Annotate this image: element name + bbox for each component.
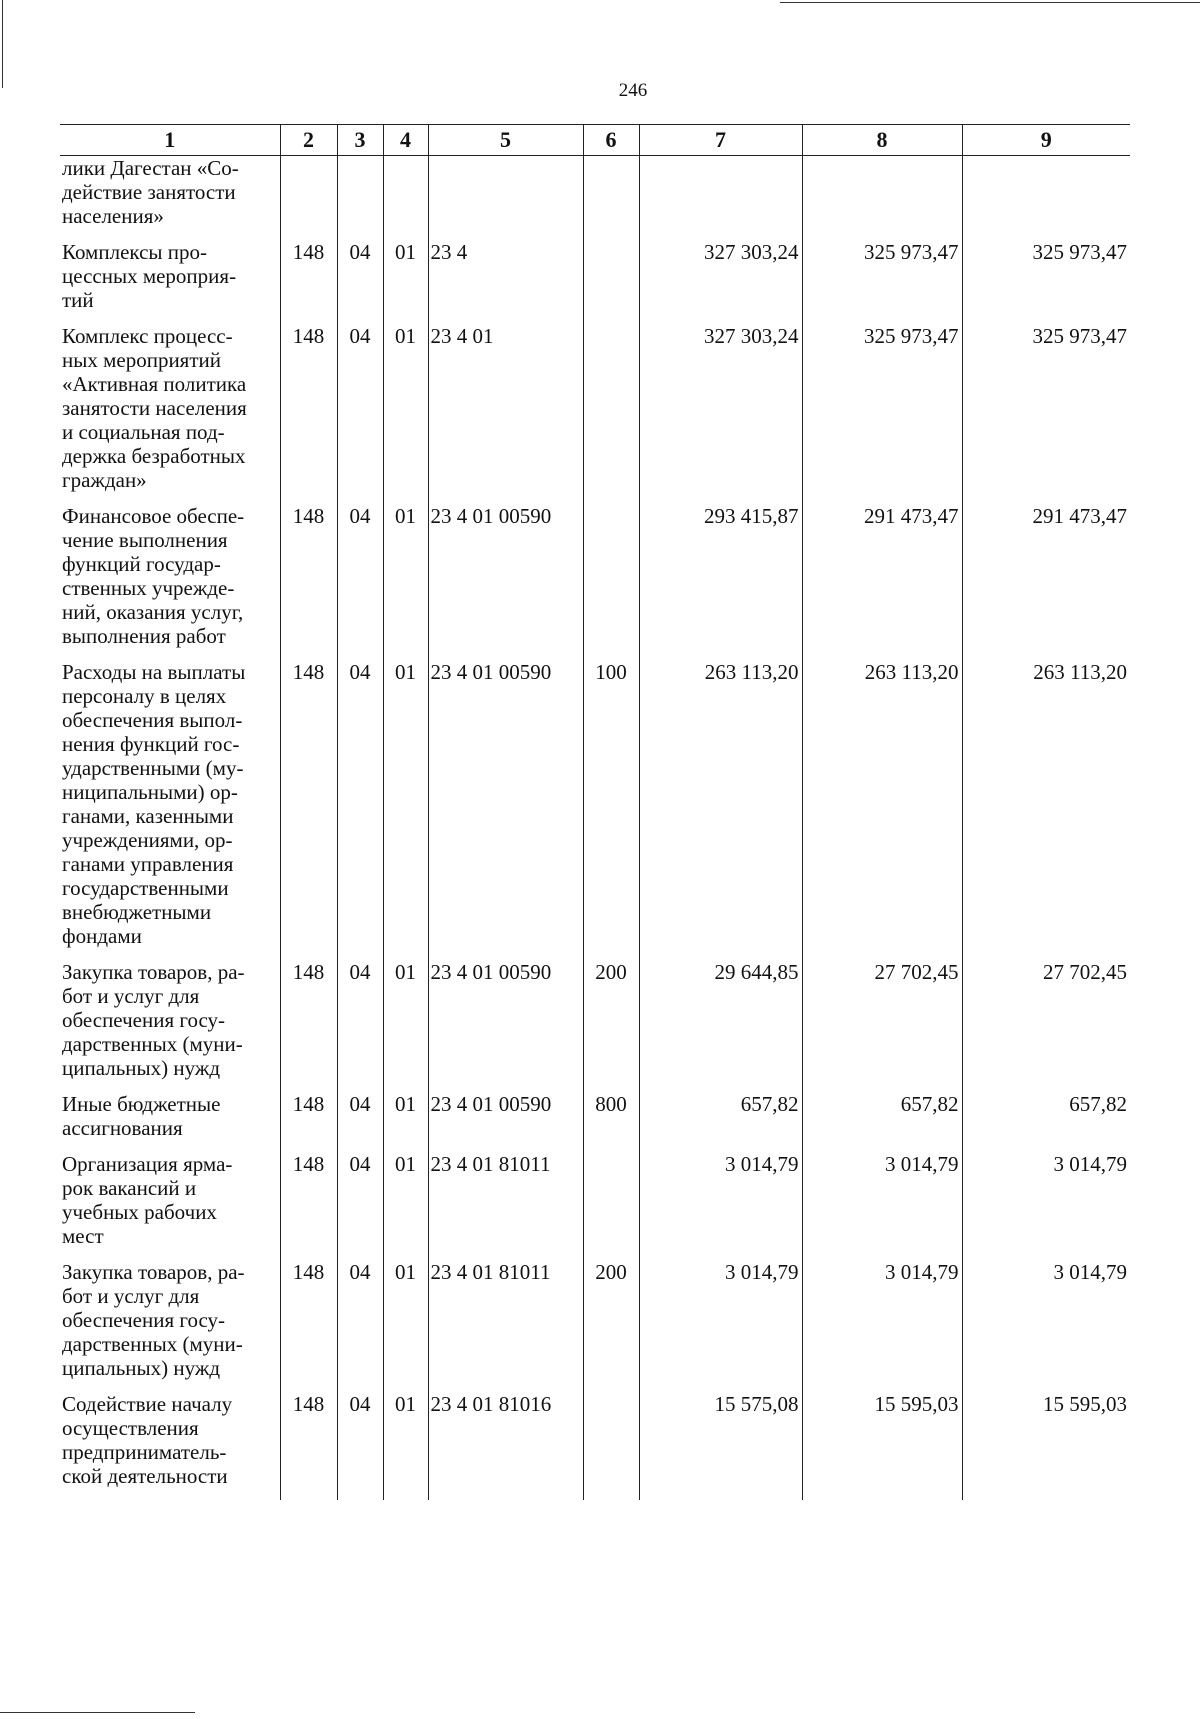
col-header: 7	[639, 125, 802, 156]
spacer-cell	[60, 948, 280, 960]
cell-amount-col7: 293 415,87	[639, 504, 802, 648]
spacer-cell	[639, 1140, 802, 1152]
cell-section: 04	[337, 504, 383, 648]
cell-name: Организация ярма- рок вакансий и учебных рабочих мест	[62, 1152, 233, 1248]
spacer-cell	[428, 312, 583, 324]
spacer-cell	[60, 492, 280, 504]
table-row	[60, 1092, 1130, 1140]
table-body	[60, 156, 1130, 1501]
row-spacer	[60, 492, 1130, 504]
cell-amount-col8	[802, 156, 962, 229]
spacer-cell	[802, 312, 962, 324]
spacer-cell	[280, 1380, 337, 1392]
spacer-cell	[428, 1380, 583, 1392]
spacer-cell	[802, 648, 962, 660]
spacer-cell	[60, 228, 280, 240]
row-spacer	[60, 228, 1130, 240]
cell-subsection: 01	[383, 1092, 428, 1140]
col-header: 6	[583, 125, 639, 156]
spacer-cell	[280, 228, 337, 240]
spacer-cell	[583, 492, 639, 504]
spacer-cell	[802, 1248, 962, 1260]
spacer-cell	[60, 1380, 280, 1392]
cell-amount-col7: 3 014,79	[639, 1260, 802, 1380]
top-scan-edge	[780, 2, 1200, 3]
cell-amount-col8: 325 973,47	[802, 324, 962, 492]
col-header: 5	[428, 125, 583, 156]
spacer-cell	[962, 492, 1130, 504]
spacer-cell	[802, 228, 962, 240]
spacer-cell	[428, 648, 583, 660]
cell-target-article: 23 4 01 00590	[428, 1092, 583, 1140]
spacer-cell	[337, 492, 383, 504]
spacer-cell	[337, 648, 383, 660]
spacer-cell	[428, 1248, 583, 1260]
cell-section: 04	[337, 1392, 383, 1500]
cell-amount-col9: 325 973,47	[962, 240, 1130, 312]
cell-subsection: 01	[383, 1392, 428, 1500]
cell-section	[337, 156, 383, 229]
spacer-cell	[802, 1380, 962, 1392]
spacer-cell	[583, 648, 639, 660]
cell-amount-col7: 657,82	[639, 1092, 802, 1140]
cell-amount-col7: 327 303,24	[639, 240, 802, 312]
cell-name: Комплекс процесс- ных мероприятий «Активная политика занятости населения и социальная под- держка безработных граждан»	[62, 324, 247, 492]
spacer-cell	[583, 1380, 639, 1392]
cell-expense-type	[583, 324, 639, 492]
spacer-cell	[280, 1140, 337, 1152]
spacer-cell	[383, 1248, 428, 1260]
spacer-cell	[583, 1140, 639, 1152]
cell-name: Иные бюджетные ассигнования	[62, 1092, 221, 1140]
spacer-cell	[280, 1080, 337, 1092]
cell-amount-col8: 263 113,20	[802, 660, 962, 948]
spacer-cell	[383, 1140, 428, 1152]
table-row	[60, 1152, 1130, 1248]
row-spacer	[60, 948, 1130, 960]
cell-amount-col9: 3 014,79	[962, 1260, 1130, 1380]
spacer-cell	[337, 948, 383, 960]
cell-expense-type	[583, 240, 639, 312]
spacer-cell	[428, 948, 583, 960]
cell-amount-col9: 3 014,79	[962, 1152, 1130, 1248]
cell-section: 04	[337, 660, 383, 948]
cell-section: 04	[337, 1260, 383, 1380]
cell-amount-col7: 3 014,79	[639, 1152, 802, 1248]
cell-subsection: 01	[383, 1152, 428, 1248]
cell-amount-col9: 325 973,47	[962, 324, 1130, 492]
cell-expense-type: 200	[583, 960, 639, 1080]
spacer-cell	[383, 492, 428, 504]
spacer-cell	[639, 228, 802, 240]
col-header: 3	[337, 125, 383, 156]
spacer-cell	[802, 1080, 962, 1092]
row-spacer	[60, 1380, 1130, 1392]
spacer-cell	[962, 228, 1130, 240]
spacer-cell	[337, 1248, 383, 1260]
cell-amount-col9	[962, 156, 1130, 229]
spacer-cell	[962, 1080, 1130, 1092]
row-spacer	[60, 648, 1130, 660]
spacer-cell	[428, 492, 583, 504]
cell-amount-col8: 291 473,47	[802, 504, 962, 648]
cell-section: 04	[337, 1152, 383, 1248]
table-row	[60, 1392, 1130, 1500]
cell-amount-col9: 263 113,20	[962, 660, 1130, 948]
cell-admin-code	[280, 156, 337, 229]
table-row	[60, 960, 1130, 1080]
spacer-cell	[583, 1080, 639, 1092]
cell-target-article: 23 4 01 81011	[428, 1260, 583, 1380]
spacer-cell	[60, 1080, 280, 1092]
spacer-cell	[383, 312, 428, 324]
cell-admin-code: 148	[280, 960, 337, 1080]
spacer-cell	[802, 948, 962, 960]
cell-admin-code: 148	[280, 1260, 337, 1380]
spacer-cell	[280, 948, 337, 960]
spacer-cell	[962, 312, 1130, 324]
spacer-cell	[383, 1380, 428, 1392]
row-spacer	[60, 1080, 1130, 1092]
cell-admin-code: 148	[280, 1392, 337, 1500]
cell-amount-col7: 263 113,20	[639, 660, 802, 948]
bottom-scan-edge	[0, 1712, 195, 1713]
spacer-cell	[639, 1248, 802, 1260]
cell-admin-code: 148	[280, 240, 337, 312]
spacer-cell	[583, 228, 639, 240]
spacer-cell	[802, 1140, 962, 1152]
left-scan-edge	[2, 0, 3, 88]
cell-expense-type	[583, 504, 639, 648]
cell-target-article: 23 4 01 00590	[428, 660, 583, 948]
cell-amount-col8: 15 595,03	[802, 1392, 962, 1500]
spacer-cell	[280, 312, 337, 324]
cell-target-article: 23 4	[428, 240, 583, 312]
cell-name: Содействие началу осуществления предприниматель- ской деятельности	[62, 1392, 233, 1488]
cell-subsection: 01	[383, 1260, 428, 1380]
cell-admin-code: 148	[280, 660, 337, 948]
cell-subsection: 01	[383, 960, 428, 1080]
cell-amount-col8: 27 702,45	[802, 960, 962, 1080]
cell-admin-code: 148	[280, 1152, 337, 1248]
spacer-cell	[337, 228, 383, 240]
cell-subsection: 01	[383, 324, 428, 492]
col-header: 8	[802, 125, 962, 156]
table-row	[60, 240, 1130, 312]
spacer-cell	[60, 312, 280, 324]
spacer-cell	[639, 312, 802, 324]
cell-target-article: 23 4 01	[428, 324, 583, 492]
spacer-cell	[280, 1248, 337, 1260]
cell-amount-col7: 327 303,24	[639, 324, 802, 492]
cell-expense-type: 100	[583, 660, 639, 948]
cell-name: Комплексы про- цессных мероприя- тий	[62, 240, 237, 312]
cell-amount-col7: 29 644,85	[639, 960, 802, 1080]
cell-amount-col8: 325 973,47	[802, 240, 962, 312]
col-header: 9	[962, 125, 1130, 156]
cell-amount-col8: 657,82	[802, 1092, 962, 1140]
cell-expense-type: 200	[583, 1260, 639, 1380]
col-header: 1	[60, 125, 280, 156]
cell-admin-code: 148	[280, 1092, 337, 1140]
spacer-cell	[962, 1140, 1130, 1152]
spacer-cell	[337, 1140, 383, 1152]
col-header: 4	[383, 125, 428, 156]
spacer-cell	[337, 1380, 383, 1392]
spacer-cell	[583, 948, 639, 960]
cell-section: 04	[337, 240, 383, 312]
cell-amount-col8: 3 014,79	[802, 1152, 962, 1248]
cell-target-article: 23 4 01 00590	[428, 960, 583, 1080]
spacer-cell	[383, 948, 428, 960]
spacer-cell	[639, 1080, 802, 1092]
cell-expense-type: 800	[583, 1092, 639, 1140]
spacer-cell	[383, 228, 428, 240]
spacer-cell	[383, 648, 428, 660]
spacer-cell	[280, 492, 337, 504]
cell-section: 04	[337, 1092, 383, 1140]
cell-name: Финансовое обеспе- чение выполнения функций государ- ственных учрежде- ний, оказания услуг, выполнения работ	[62, 504, 245, 648]
spacer-cell	[639, 948, 802, 960]
row-spacer	[60, 312, 1130, 324]
spacer-cell	[639, 1380, 802, 1392]
spacer-cell	[337, 1080, 383, 1092]
cell-subsection: 01	[383, 660, 428, 948]
spacer-cell	[802, 492, 962, 504]
cell-admin-code: 148	[280, 504, 337, 648]
cell-amount-col9: 27 702,45	[962, 960, 1130, 1080]
cell-subsection	[383, 156, 428, 229]
spacer-cell	[639, 648, 802, 660]
spacer-cell	[428, 228, 583, 240]
spacer-cell	[962, 1380, 1130, 1392]
spacer-cell	[60, 1248, 280, 1260]
cell-subsection: 01	[383, 240, 428, 312]
cell-amount-col8: 3 014,79	[802, 1260, 962, 1380]
spacer-cell	[962, 1248, 1130, 1260]
spacer-cell	[428, 1140, 583, 1152]
spacer-cell	[60, 1140, 280, 1152]
cell-amount-col9: 657,82	[962, 1092, 1130, 1140]
cell-target-article: 23 4 01 00590	[428, 504, 583, 648]
col-header: 2	[280, 125, 337, 156]
table-row	[60, 324, 1130, 492]
cell-amount-col9: 291 473,47	[962, 504, 1130, 648]
row-spacer	[60, 1248, 1130, 1260]
budget-table	[60, 124, 1130, 1500]
page-number: 246	[618, 80, 648, 101]
spacer-cell	[60, 648, 280, 660]
spacer-cell	[583, 1248, 639, 1260]
cell-target-article: 23 4 01 81011	[428, 1152, 583, 1248]
spacer-cell	[962, 948, 1130, 960]
spacer-cell	[337, 312, 383, 324]
table-row	[60, 504, 1130, 648]
cell-expense-type	[583, 1392, 639, 1500]
spacer-cell	[428, 1080, 583, 1092]
spacer-cell	[639, 492, 802, 504]
spacer-cell	[383, 1080, 428, 1092]
cell-admin-code: 148	[280, 324, 337, 492]
spacer-cell	[962, 648, 1130, 660]
table-row	[60, 1260, 1130, 1380]
header-row	[60, 125, 1130, 156]
cell-target-article	[428, 156, 583, 229]
spacer-cell	[583, 312, 639, 324]
cell-amount-col7	[639, 156, 802, 229]
cell-name: лики Дагестан «Со- действие занятости населения»	[62, 156, 239, 228]
cell-section: 04	[337, 324, 383, 492]
cell-amount-col9: 15 595,03	[962, 1392, 1130, 1500]
cell-target-article: 23 4 01 81016	[428, 1392, 583, 1500]
cell-name: Закупка товаров, ра- бот и услуг для обеспечения госу- дарственных (муни- ципальных) нужд	[62, 960, 245, 1080]
table-row	[60, 156, 1130, 229]
cell-expense-type	[583, 156, 639, 229]
table-row	[60, 660, 1130, 948]
cell-section: 04	[337, 960, 383, 1080]
spacer-cell	[280, 648, 337, 660]
cell-name: Закупка товаров, ра- бот и услуг для обеспечения госу- дарственных (муни- ципальных) нужд	[62, 1260, 245, 1380]
cell-subsection: 01	[383, 504, 428, 648]
row-spacer	[60, 1140, 1130, 1152]
cell-name: Расходы на выплаты персоналу в целях обеспечения выпол- нения функций гос- ударственными (му- ниципальными) ор- ганами, казенными учреждениями, ор- ганами управления государственными внебюджетными фондами	[62, 660, 246, 948]
cell-amount-col7: 15 575,08	[639, 1392, 802, 1500]
cell-expense-type	[583, 1152, 639, 1248]
